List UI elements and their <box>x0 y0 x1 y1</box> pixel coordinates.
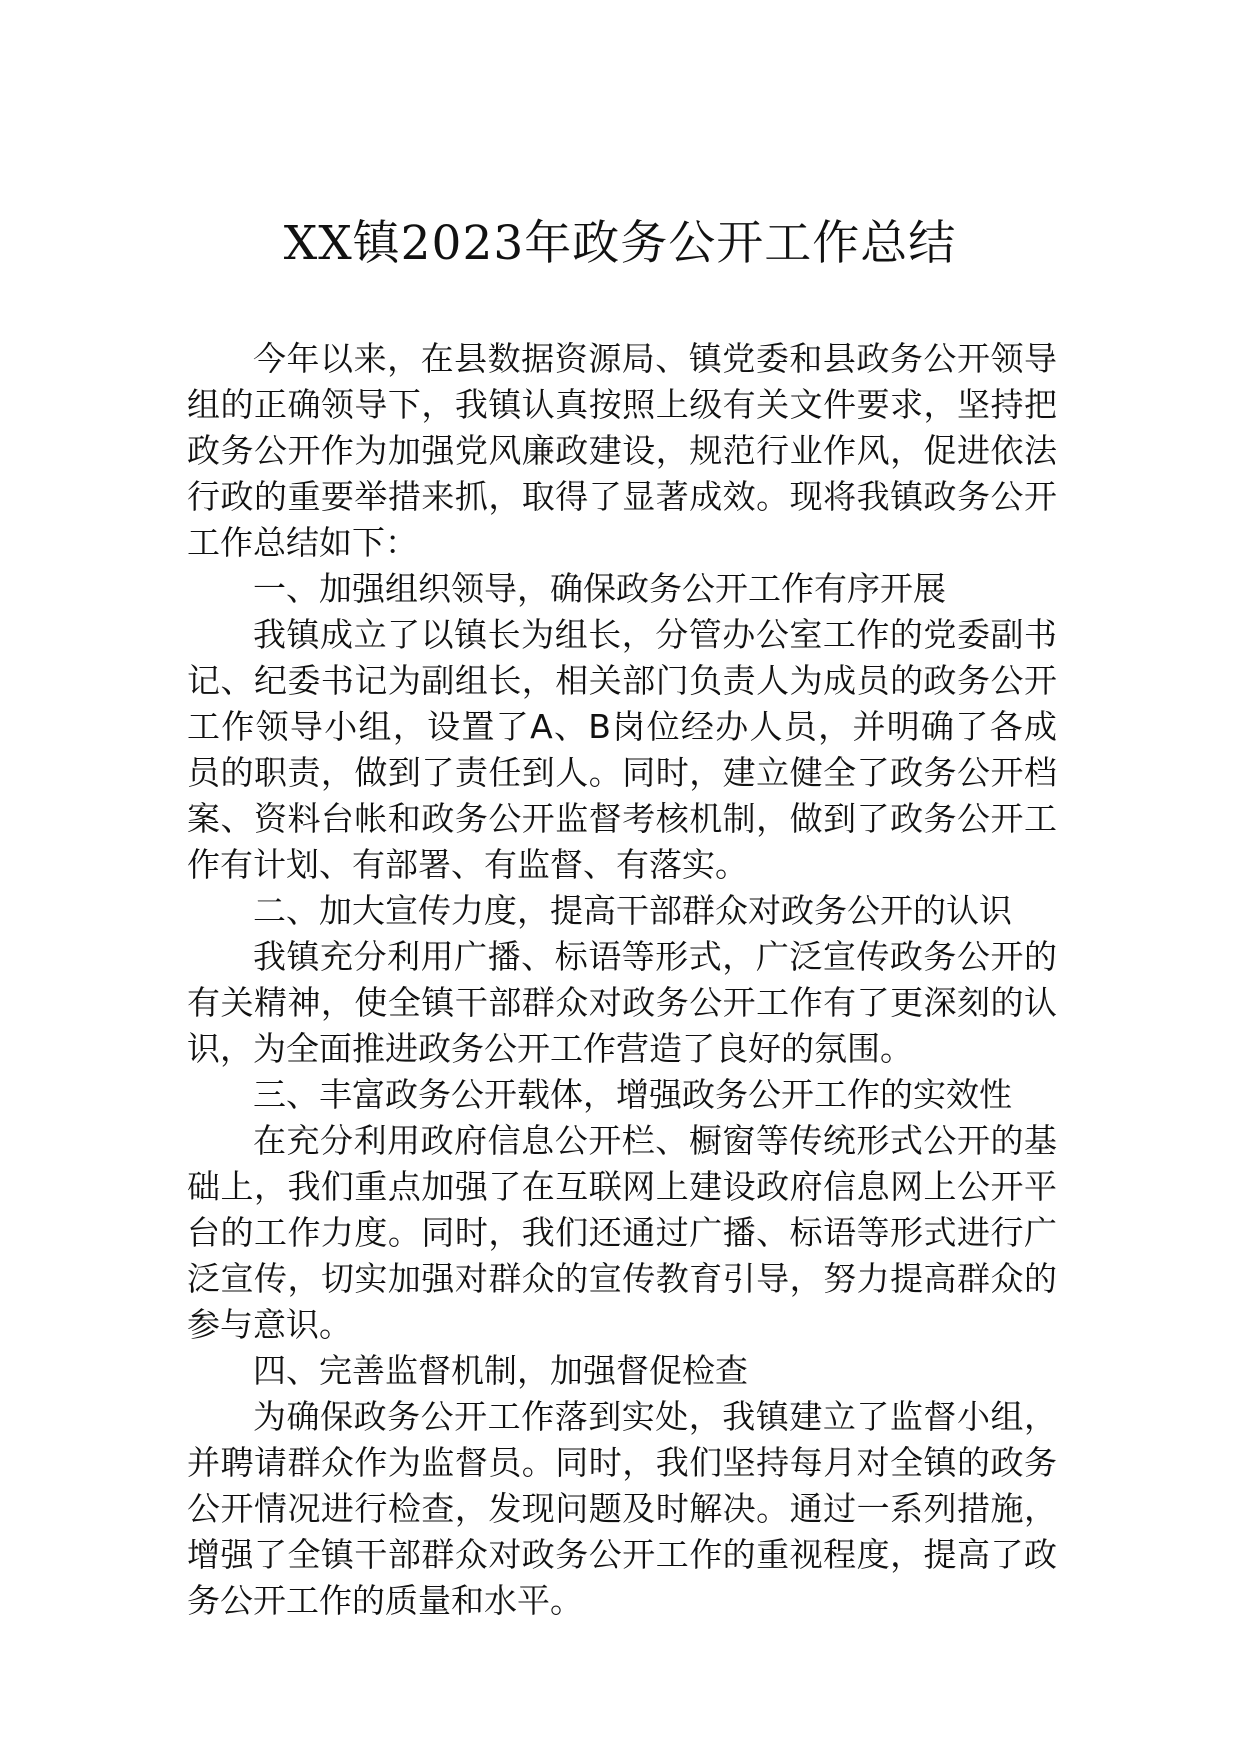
document-body <box>187 336 1057 1624</box>
section-heading-4: 四、完善监督机制，加强督促检查 <box>253 1351 748 1390</box>
section-body-3: 在充分利用政府信息公开栏、橱窗等传统形式公开的基础上，我们重点加强了在互联网上建设政府信息网上公开平台的工作力度。同时，我们还通过广播、标语等形式进行广泛宣传，切实加强对群众的宣传教育引导，努力提高群众的参与意识。 <box>187 1121 1057 1344</box>
section-heading-2: 二、加大宣传力度，提高干部群众对政务公开的认识 <box>253 891 1012 930</box>
section-heading-3: 三、丰富政务公开载体，增强政务公开工作的实效性 <box>253 1075 1012 1114</box>
section-heading-1: 一、加强组织领导，确保政务公开工作有序开展 <box>253 569 946 608</box>
section-body-2: 我镇充分利用广播、标语等形式，广泛宣传政务公开的有关精神，使全镇干部群众对政务公开工作有了更深刻的认识，为全面推进政务公开工作营造了良好的氛围。 <box>187 937 1057 1068</box>
document-title: XX镇2023年政务公开工作总结 <box>283 216 957 271</box>
section-body-1: 我镇成立了以镇长为组长，分管办公室工作的党委副书记、纪委书记为副组长，相关部门负责人为成员的政务公开工作领导小组，设置了A、B岗位经办人员，并明确了各成员的职责，做到了责任到人。同时，建立健全了政务公开档案、资料台帐和政务公开监督考核机制，做到了政务公开工作有计划、有部署、有监督、有落实。 <box>187 615 1057 884</box>
section-body-4: 为确保政务公开工作落到实处，我镇建立了监督小组，并聘请群众作为监督员。同时，我们坚持每月对全镇的政务公开情况进行检查，发现问题及时解决。通过一系列措施，增强了全镇干部群众对政务公开工作的重视程度，提高了政务公开工作的质量和水平。 <box>187 1397 1057 1620</box>
intro-paragraph: 今年以来，在县数据资源局、镇党委和县政务公开领导组的正确领导下，我镇认真按照上级有关文件要求，坚持把政务公开作为加强党风廉政建设，规范行业作风，促进依法行政的重要举措来抓，取得了显著成效。现将我镇政务公开工作总结如下： <box>187 339 1057 562</box>
